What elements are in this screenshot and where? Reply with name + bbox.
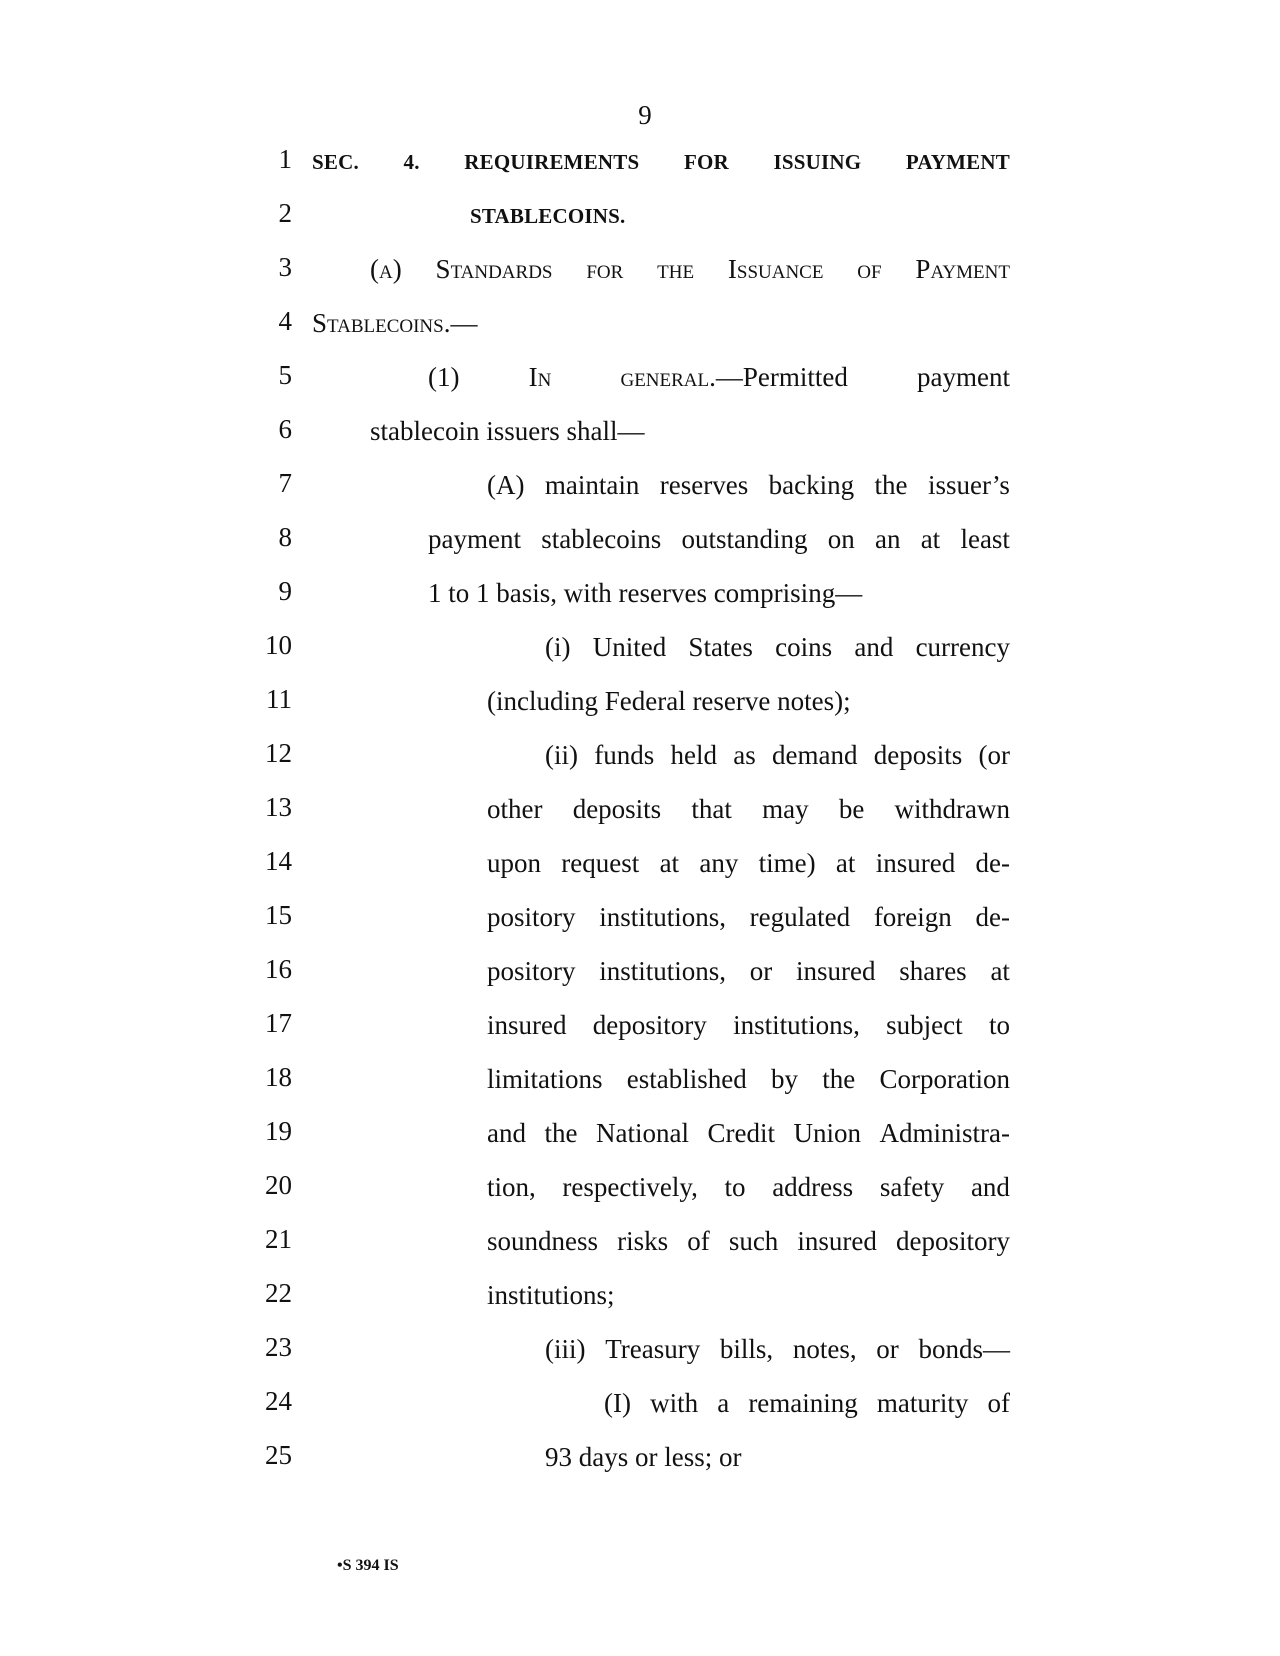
line-text: (i) United States coins and currency [545, 632, 1010, 662]
line-5 [0, 362, 1280, 416]
line-text: pository institutions, or insured shares at [487, 956, 1010, 986]
line-14 [0, 848, 1280, 902]
line-text: stablecoin issuers shall— [370, 416, 645, 446]
line-number: 10 [265, 630, 292, 660]
line-number: 18 [265, 1062, 292, 1092]
line-text: (ii) funds held as demand deposits (or [545, 740, 1010, 770]
line-13 [0, 794, 1280, 848]
line-15 [0, 902, 1280, 956]
line-17 [0, 1010, 1280, 1064]
line-number: 21 [265, 1224, 292, 1254]
line-number: 17 [265, 1008, 292, 1038]
line-7 [0, 470, 1280, 524]
line-number: 15 [265, 900, 292, 930]
line-24 [0, 1388, 1280, 1442]
line-word: 4. [403, 150, 420, 174]
line-text: upon request at any time) at insured de- [487, 848, 1010, 878]
line-16 [0, 956, 1280, 1010]
line-19 [0, 1118, 1280, 1172]
subsection-heading-cont: Stablecoins.— [312, 308, 478, 338]
line-text: pository institutions, regulated foreign de- [487, 902, 1010, 932]
line-8 [0, 524, 1280, 578]
line-25 [0, 1442, 1280, 1496]
line-word: FOR [683, 150, 729, 174]
line-text: insured depository institutions, subject to [487, 1010, 1010, 1040]
line-20 [0, 1172, 1280, 1226]
line-number: 20 [265, 1170, 292, 1200]
line-number: 4 [278, 306, 292, 336]
subsection-heading: (a) Standards for the Issuance of Payment [370, 254, 1010, 284]
line-number: 3 [278, 252, 292, 282]
line-text: institutions; [487, 1280, 615, 1310]
line-text: 1 to 1 basis, with reserves comprising— [428, 578, 863, 608]
line-1 [0, 146, 1280, 200]
line-text: and the National Credit Union Administra- [487, 1118, 1010, 1148]
line-text: tion, respectively, to address safety and [487, 1172, 1010, 1202]
line-number: 25 [265, 1440, 292, 1470]
line-number: 19 [265, 1116, 292, 1146]
paragraph-heading: (1) In general.—Permitted payment [428, 362, 1010, 392]
section-heading [312, 152, 1010, 173]
line-number: 22 [265, 1278, 292, 1308]
line-word: ISSUING [773, 150, 862, 174]
line-number: 13 [265, 792, 292, 822]
line-number: 11 [266, 684, 292, 714]
line-number: 2 [278, 198, 292, 228]
line-number: 6 [278, 414, 292, 444]
line-21 [0, 1226, 1280, 1280]
line-text: payment stablecoins outstanding on an at least [428, 524, 1010, 554]
line-text: soundness risks of such insured depository [487, 1226, 1010, 1256]
line-number: 14 [265, 846, 292, 876]
line-text: other deposits that may be withdrawn [487, 794, 1010, 824]
line-text: limitations established by the Corporation [487, 1064, 1010, 1094]
line-text: (iii) Treasury bills, notes, or bonds— [545, 1334, 1010, 1364]
line-2 [0, 200, 1280, 254]
line-text: (including Federal reserve notes); [487, 686, 851, 716]
line-18 [0, 1064, 1280, 1118]
line-word: SEC. [312, 150, 359, 174]
line-text: 93 days or less; or [545, 1442, 742, 1472]
line-number: 12 [265, 738, 292, 768]
line-22 [0, 1280, 1280, 1334]
line-number: 8 [278, 522, 292, 552]
line-word: PAYMENT [905, 150, 1010, 174]
line-number: 23 [265, 1332, 292, 1362]
line-12 [0, 740, 1280, 794]
page-number: 9 [638, 100, 652, 130]
line-number: 5 [278, 360, 292, 390]
line-9 [0, 578, 1280, 632]
line-6 [0, 416, 1280, 470]
line-number: 9 [278, 576, 292, 606]
section-heading-cont: STABLECOINS. [470, 204, 626, 228]
line-3 [0, 254, 1280, 308]
line-11 [0, 686, 1280, 740]
line-number: 16 [265, 954, 292, 984]
line-number: 7 [278, 468, 292, 498]
line-number: 24 [265, 1386, 292, 1416]
bill-footer: •S 394 IS [337, 1557, 399, 1574]
line-4 [0, 308, 1280, 362]
line-text: (A) maintain reserves backing the issuer’s [487, 470, 1010, 500]
line-23 [0, 1334, 1280, 1388]
line-word: REQUIREMENTS [464, 150, 640, 174]
line-10 [0, 632, 1280, 686]
line-text: (I) with a remaining maturity of [604, 1388, 1010, 1418]
line-number: 1 [278, 144, 292, 174]
